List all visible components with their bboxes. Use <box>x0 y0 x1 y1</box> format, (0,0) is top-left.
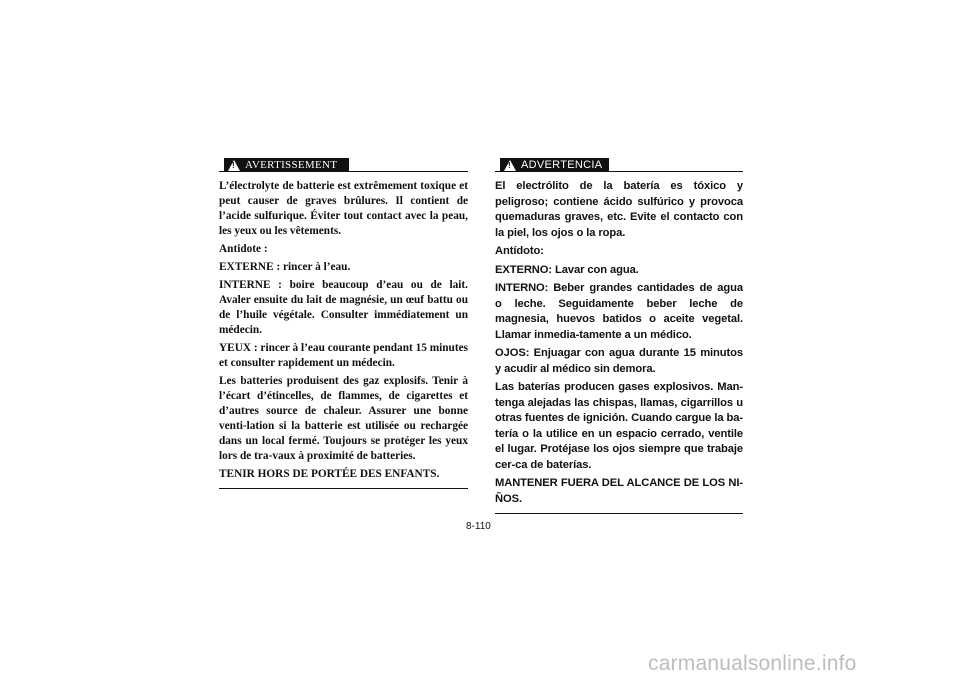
page-number: 8-110 <box>466 521 491 532</box>
footer-rule <box>495 513 743 514</box>
warning-badge-label: ADVERTENCIA <box>521 159 603 171</box>
warning-badge-label: AVERTISSEMENT <box>245 159 338 171</box>
warning-header <box>219 158 468 173</box>
footer-rule <box>219 488 468 489</box>
warning-badge <box>500 158 609 172</box>
warning-badge <box>224 158 349 172</box>
warning-paragraph: Las baterías producen gases explosivos. Man-tenga alejadas las chispas, llamas, cigarrillos u otras fuentes de ignición. Cuando cargue la ba-tería o la utilice en un espacio cerrado, ventile el lugar. Protéjase los ojos siempre que trabaje cer-ca de baterías. <box>495 381 743 471</box>
warning-block-spanish <box>495 158 743 514</box>
warning-paragraph: OJOS: Enjuagar con agua durante 15 minutos y acudir al médico sin demora. <box>495 347 743 375</box>
warning-paragraph: Les batteries produisent des gaz explosifs. Tenir à l’écart d’étincelles, de flammes, de cigarettes et d’autres source de chaleur. Assurer une bonne venti-lation si la batterie est utilisée ou rechargée dans un local fermé. Toujours se protéger les yeux lors de tra-vaux à proximité de batteries. <box>219 375 468 462</box>
warning-triangle-icon <box>228 160 240 171</box>
warning-paragraph: Antidote : <box>219 243 268 255</box>
warning-paragraph: El electrólito de la batería es tóxico y peligroso; contiene ácido sulfúrico y provoca quemaduras graves, etc. Evite el contacto con la piel, los ojos o la ropa. <box>495 180 743 239</box>
watermark: carmanualsonline.info <box>648 652 857 675</box>
warning-paragraph: TENIR HORS DE PORTÉE DES ENFANTS. <box>219 468 440 480</box>
warning-triangle-icon <box>504 160 516 171</box>
warning-paragraph: MANTENER FUERA DEL ALCANCE DE LOS NI-ÑOS. <box>495 477 743 505</box>
warning-header <box>495 158 743 173</box>
warning-paragraph: INTERNO: Beber grandes cantidades de agua o leche. Seguidamente beber leche de magnesia, huevos batidos o aceite vegetal. Llamar inmedia-tamente a un médico. <box>495 282 743 341</box>
warning-paragraph: Antídoto: <box>495 245 544 257</box>
warning-paragraph: EXTERNO: Lavar con agua. <box>495 263 639 276</box>
warning-paragraph: YEUX : rincer à l’eau courante pendant 15 minutes et consulter rapidement un médecin. <box>219 342 468 369</box>
warning-paragraph: EXTERNE : rincer à l’eau. <box>219 261 351 273</box>
warning-paragraph: L’électrolyte de batterie est extrêmement toxique et peut causer de graves brûlures. Il contient de l’acide sulfurique. Éviter tout contact avec la peau, les yeux ou les vêtements. <box>219 180 468 237</box>
warning-block-french <box>219 158 468 489</box>
warning-paragraph: INTERNE : boire beaucoup d’eau ou de lait. Avaler ensuite du lait de magnésie, un œuf battu ou de l’huile végétale. Consulter immédiatement un médecin. <box>219 279 468 336</box>
